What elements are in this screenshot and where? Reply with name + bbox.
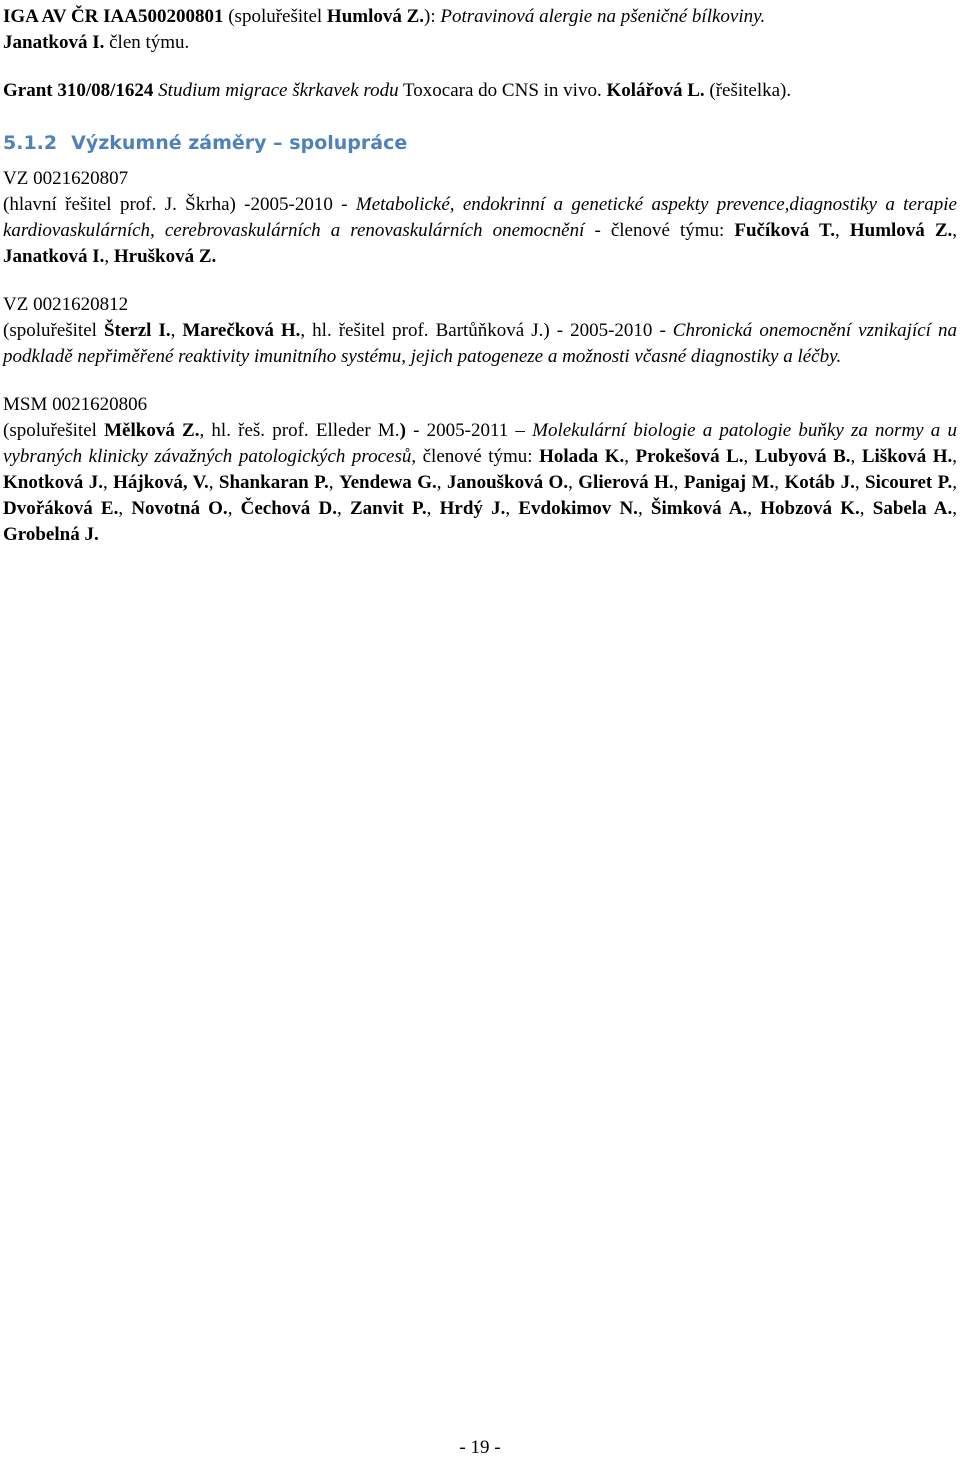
msm806-member-separator: , bbox=[850, 446, 862, 467]
grant310-title: Studium migrace škrkavek rodu bbox=[158, 80, 399, 101]
vz812-title: Chronická onemocnění vznikající na podkladě nepřiměřené reaktivity imunitního systému, jejich patogeneze a možnosti včasné diagnostiky a léčby. bbox=[3, 320, 957, 367]
msm806-member: Hrdý J. bbox=[439, 498, 506, 519]
msm806-member: Lišková H. bbox=[861, 446, 953, 467]
msm806-member: Evdokimov N. bbox=[518, 498, 638, 519]
grant310-title-plain: Toxocara do CNS in vivo. bbox=[398, 80, 607, 101]
vz807-pre: (hlavní řešitel prof. J. Škrha) -2005-2010 - bbox=[3, 194, 356, 215]
msm806-member: Hobzová K. bbox=[760, 498, 860, 519]
msm806-member-separator: , bbox=[505, 498, 519, 519]
msm806-open: (spoluřešitel bbox=[3, 420, 105, 441]
vz812-code: VZ 0021620812 bbox=[3, 294, 129, 315]
msm806-member: Kotáb J. bbox=[784, 472, 855, 493]
msm806-member: Knotková J. bbox=[3, 472, 103, 493]
iga-grant-title: Potravinová alergie na pšeničné bílkoviny. bbox=[440, 6, 766, 27]
msm806-member-separator: , bbox=[328, 472, 339, 493]
msm806-member: Šimková A. bbox=[650, 498, 748, 519]
vz812-sep-1: , bbox=[170, 320, 183, 341]
vz807-sep-2: , bbox=[952, 220, 958, 241]
msm806-member: Sabela A. bbox=[872, 498, 953, 519]
vz807-sep-3: , bbox=[104, 246, 114, 267]
msm806-member-separator: , bbox=[118, 498, 132, 519]
section-heading bbox=[3, 130, 957, 156]
project-msm806 bbox=[3, 392, 957, 548]
iga-mid: ): bbox=[424, 6, 441, 27]
page-number: - 19 - bbox=[459, 1437, 501, 1458]
msm806-member: Yendewa G. bbox=[338, 472, 437, 493]
msm806-member-separator: , bbox=[854, 472, 866, 493]
msm806-mid: , hl. řeš. prof. Elleder M. bbox=[199, 420, 400, 441]
msm806-member-separator: , bbox=[673, 472, 684, 493]
msm806-code: MSM 0021620806 bbox=[3, 394, 148, 415]
msm806-member: Dvořáková E. bbox=[3, 498, 119, 519]
msm806-member: Čechová D. bbox=[240, 498, 337, 519]
msm806-title: Molekulární biologie a patologie buňky za normy a u vybraných klinicky závažných patologických procesů bbox=[3, 420, 957, 467]
msm806-member: Grobelná J. bbox=[3, 524, 99, 545]
msm806-member: Shankaran P. bbox=[218, 472, 329, 493]
iga-coinvestigator: Humlová Z. bbox=[326, 6, 425, 27]
msm806-member-separator: , bbox=[747, 498, 761, 519]
vz812-member-2: Marečková H. bbox=[182, 320, 301, 341]
vz807-title: Metabolické, endokrinní a genetické aspekty prevence,diagnostiky a terapie kardiovaskulárních, cerebrovaskulárních a renovaskulárních onemocnění bbox=[3, 194, 957, 241]
vz807-member-3: Janatková I. bbox=[3, 246, 105, 267]
msm806-member: Panigaj M. bbox=[683, 472, 775, 493]
vz812-sep-2: , hl. řešitel prof. Bartůňková J.) - 2005-2010 - bbox=[300, 320, 673, 341]
vz812-member-1: Šterzl I. bbox=[103, 320, 171, 341]
grant310-role: (řešitelka). bbox=[704, 80, 792, 101]
msm806-member-separator: , bbox=[102, 472, 114, 493]
msm806-member: Hájková, V. bbox=[113, 472, 209, 493]
msm806-member-separator: , bbox=[952, 498, 957, 519]
msm806-member-separator: , bbox=[227, 498, 241, 519]
msm806-member-separator: , bbox=[952, 472, 958, 493]
iga-member-role: člen týmu. bbox=[104, 32, 190, 53]
msm806-member-separator: , bbox=[568, 472, 579, 493]
iga-prefix: (spoluřešitel bbox=[223, 6, 327, 27]
document-page bbox=[3, 4, 957, 548]
msm806-member-separator: , bbox=[208, 472, 219, 493]
section-number: 5.1.2 bbox=[3, 132, 58, 154]
vz812-open: (spoluřešitel bbox=[3, 320, 104, 341]
vz807-code: VZ 0021620807 bbox=[3, 168, 129, 189]
msm806-member: Zanvit P. bbox=[349, 498, 427, 519]
msm806-member: Glierová H. bbox=[578, 472, 674, 493]
msm806-member-separator: , bbox=[624, 446, 636, 467]
msm806-member: Janoušková O. bbox=[447, 472, 569, 493]
msm806-member: Lubyová B. bbox=[754, 446, 851, 467]
msm806-close: ) bbox=[399, 420, 406, 441]
vz807-member-2: Humlová Z. bbox=[849, 220, 953, 241]
msm806-member-separator: , bbox=[952, 446, 958, 467]
msm806-member-separator: , bbox=[774, 472, 785, 493]
vz807-member-4: Hrušková Z. bbox=[113, 246, 217, 267]
msm806-coinvestigator: Mělková Z. bbox=[104, 420, 200, 441]
vz807-members-label: - členové týmu: bbox=[584, 220, 735, 241]
iga-member: Janatková I. bbox=[3, 32, 105, 53]
msm806-member-separator: , bbox=[337, 498, 350, 519]
vz807-member-1: Fučíková T. bbox=[734, 220, 836, 241]
msm806-member-separator: , bbox=[426, 498, 440, 519]
msm806-period: - 2005-2011 – bbox=[405, 420, 533, 441]
msm806-member-separator: , bbox=[436, 472, 447, 493]
msm806-member-separator: , bbox=[637, 498, 651, 519]
project-vz812 bbox=[3, 292, 957, 370]
vz807-sep-1: , bbox=[835, 220, 850, 241]
msm806-member-separator: , bbox=[743, 446, 755, 467]
iga-grant-code: IGA AV ČR IAA500200801 bbox=[3, 6, 224, 27]
msm806-member-separator: , bbox=[859, 498, 873, 519]
msm806-member: Prokešová L. bbox=[635, 446, 744, 467]
iga-grant-paragraph bbox=[3, 4, 957, 56]
msm806-members-label: , členové týmu: bbox=[411, 446, 540, 467]
project-vz807 bbox=[3, 166, 957, 270]
msm806-member: Novotná O. bbox=[131, 498, 228, 519]
grant310-investigator: Kolářová L. bbox=[606, 80, 705, 101]
msm806-member: Sicouret P. bbox=[865, 472, 953, 493]
grant310-code: Grant 310/08/1624 bbox=[3, 80, 154, 101]
msm806-member: Holada K. bbox=[539, 446, 625, 467]
section-title: Výzkumné záměry – spolupráce bbox=[71, 132, 408, 154]
grant310-paragraph bbox=[3, 78, 957, 104]
